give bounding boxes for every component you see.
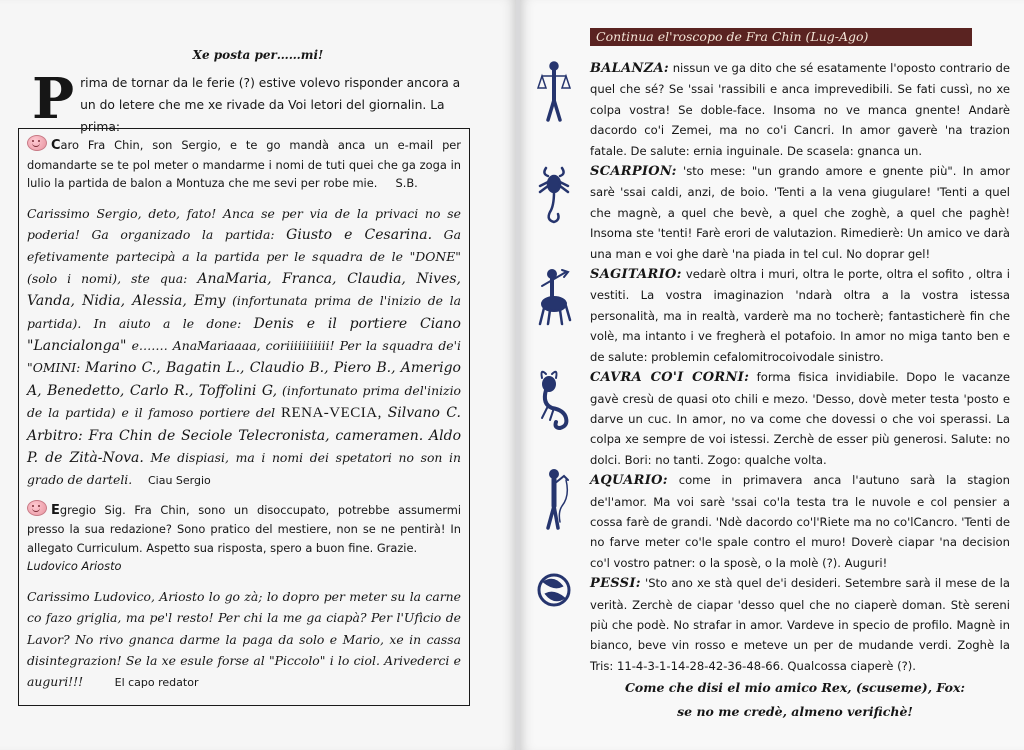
footer-quote [580,676,1010,724]
sign-text: 'sto mese: "un grando amore e gnente più". In amor sarè 'ssai caldi, anzi, de boio. 'Tenti a la vena giugulare! 'Tenti a quel che magnè, a quel che bevè, a quel che zoghè, a quel che paghè! Insoma ste 'tenti! Farè erori de valutazion. Rimedierè: Un amico ve darà una man e voi ghe darè 'na piada in tel cul. No doprar gel! [590,164,1010,261]
page-title: Xe posta per……mi! [192,48,324,62]
aquarius-icon [536,466,572,530]
libra-icon [536,58,572,122]
smiley-icon [27,135,47,151]
horoscope-banner: Continua el'roscopo de Fra Chin (Lug-Ago) [590,28,972,46]
drop-cap: P [32,66,75,132]
reply-ludovico [27,586,461,694]
sign-name: BALANZA: [590,61,669,76]
letter-initial: E [51,502,60,518]
right-page [520,0,1024,750]
letters-box [18,128,470,706]
sign-scarpion [590,161,1010,264]
reply-text: Carissimo Ludovico, Ariosto lo go zà; lo dopro per meter su la carne co fazo griglia, ma pe'l resto! Per chi la me ga ciapà? Per l'Ufìcio de Lavor? No rivo gnanca darme la paga da solo e Mario, xe in cassa disintegrazion! Se la xe esule forse al "Piccolo" i lo ciol. Arivederci e auguri!!! [27,588,461,690]
sign-sagitario [590,264,1010,367]
letter-ludovico [27,500,461,576]
capricorn-icon [536,368,572,432]
sign-text: nissun ve ga dito che sé esatamente l'oposto contrario de quel che sé? Se 'ssai 'rassibili e anca imprevedibili. Se fati cussì, no xe colpa vostra! Se doble-face. Insoma no ve manca gnente! Andarè dacordo co'i Zemei, ma no co'i Cancri. In amor gaverè 'na trazion fatale. De salute: ernia inguinale. De scasela: gnanca un. [590,61,1010,158]
horoscope-text [590,58,1010,676]
referee-credits: Silvano C. Arbitro: Fra Chin de Seciole Telecronista, cameramen. Aldo P. de Zità-Nova. [27,405,461,466]
reply-sergio [27,203,461,492]
sign-balanza [590,58,1010,161]
sign-name: SAGITARIO: [590,267,682,283]
team-name: RENA-VECIA, [280,405,382,422]
reply-text: Carissimo Sergio, deto, fato! Anca se per via de la privaci no se poderia! Ga organizado la partida: [27,205,461,242]
sign-cavra [590,367,1010,470]
smiley-icon [27,500,47,516]
women-team: AnaMaria, Franca, Claudia, Nives, Vanda, Nidia, Alessia, Emy [27,270,461,310]
sign-pessi [590,573,1010,676]
intro-text: rima de tornar da le ferie (?) estive volevo risponder ancora a un do letere che me xe rivade da Voi letori del giornalin. La prima: [80,76,461,134]
organizers: Giusto e Cesarina. [286,226,433,243]
reply-signature: El capo redator [114,676,199,690]
sign-text: 'Sto ano xe stà quel de'i desideri. Setembre sarà il mese de la verità. Zerchè de ciapar 'desso quel che no ciaperè doman. Stè sereni più che podè. No strafar in amor. Vardeve in specio de profilo. Magnè in bianco, beve vin rosso e meteve un per de mudande verdi. Zoghè la Tris: 11-4-3-1-14-28-42-36-48-66. Qualcossa ciaperè (?). [590,576,1011,673]
reply-text: Ga efetivamente partecipà a la partida per le squadra de le "DONE"(solo i nomi), ste qua: [27,226,461,286]
reply-text: (infortunata prima de l'inizio de la partida). In aiuto a le done: [27,293,461,331]
letter-sergio [27,135,461,193]
sign-name: AQUARIO: [590,473,668,489]
reply-text: Me dispiasi, ma i nomi dei spetatori no son in grado de darteli. [27,449,461,488]
reply-text: e……. AnaMariaaaa, coriiiiiiiiiii! Per la squadra de'i "OMINI: [27,337,461,376]
letter-text: gregio Sig. Fra Chin, sono un disoccupato, potrebbe assumermi presso la sua redazione? Sono pratico del mestiere, non se ne pentirà! In allegato Curriculum. Aspetto sua risposta, spero a buon fine. Grazie. [27,502,461,555]
reply-text: (infortunato prima del'inizio de la partida) e il famoso portiere del [27,382,461,421]
sign-name: PESSI: [590,576,641,592]
sign-name: CAVRA CO'I CORNI: [590,370,750,386]
reply-signature: Ciau Sergio [147,474,211,488]
pisces-icon [536,566,572,630]
letter-text: aro Fra Chin, son Sergio, e te go mandà anca un e-mail per domandarte se te pol meter o mandarme i nomi de tuti quei che ga zoga in lulio la partida de balon a Montuza che me sevi per robe mie. [27,138,461,190]
footer-line: se no me credè, almeno verifichè! [677,704,913,719]
letter-signature: Ludovico Ariosto [27,559,122,574]
footer-line: Come che disi el mio amico Rex, (scuseme), Fox: [624,680,966,695]
helpers: Denis e il portiere Ciano "Lancialonga" [27,315,461,354]
men-team: Marino C., Bagatin L., Claudio B., Piero B., Amerigo A, Benedetto, Carlo R., Toffolini G, [27,360,461,399]
letter-initial: C [51,138,61,153]
scorpio-icon [536,162,572,226]
sign-text: come in primavera anca l'autuno sarà la stagion de'l'amor. Ma voi sarè 'ssai co'la testa tra le nuvole e col pensier a cossa farè de grandi. 'Ndè dacordo co'l'Riete ma no co'lCancro. 'Tenti de no farve meter co'le spale contro el muro! Doverè ciapar 'na decision co'l vostro patner: o la sposè, o la molè (?). Auguri! [590,473,1011,570]
sign-aquario [590,470,1010,573]
sign-text: forma fisica invidiabile. Dopo le vacanze gavè cresù de quasi oto chili e mezo. 'Desso, dovè meter testa 'posto e darve un cuc. In amor, no va come che dovessi o che voi sperassi. La colpa xe sempre de voi istessi. Zerchè de esser più generosi. Salute: no dolci. Bori: no tanti. Zogo: qualche volta. [590,370,1011,467]
sign-name: SCARPION: [590,164,677,180]
letter-signature: S.B. [395,176,418,190]
sagittarius-icon [536,264,572,328]
sign-text: vedarè oltra i muri, oltra le porte, oltra el sofito , oltra i vestiti. La vostra imaginazion 'ndarà oltra a la vostra istessa personalità, ma in realtà, varderè ma no tocherè; fantasticherè fin che volè, ma intanto i ve fregherà el potafoio. In amor no miga tanto ben e de salute: problemin cefalomitrocoivodale sinistro. [590,267,1011,364]
